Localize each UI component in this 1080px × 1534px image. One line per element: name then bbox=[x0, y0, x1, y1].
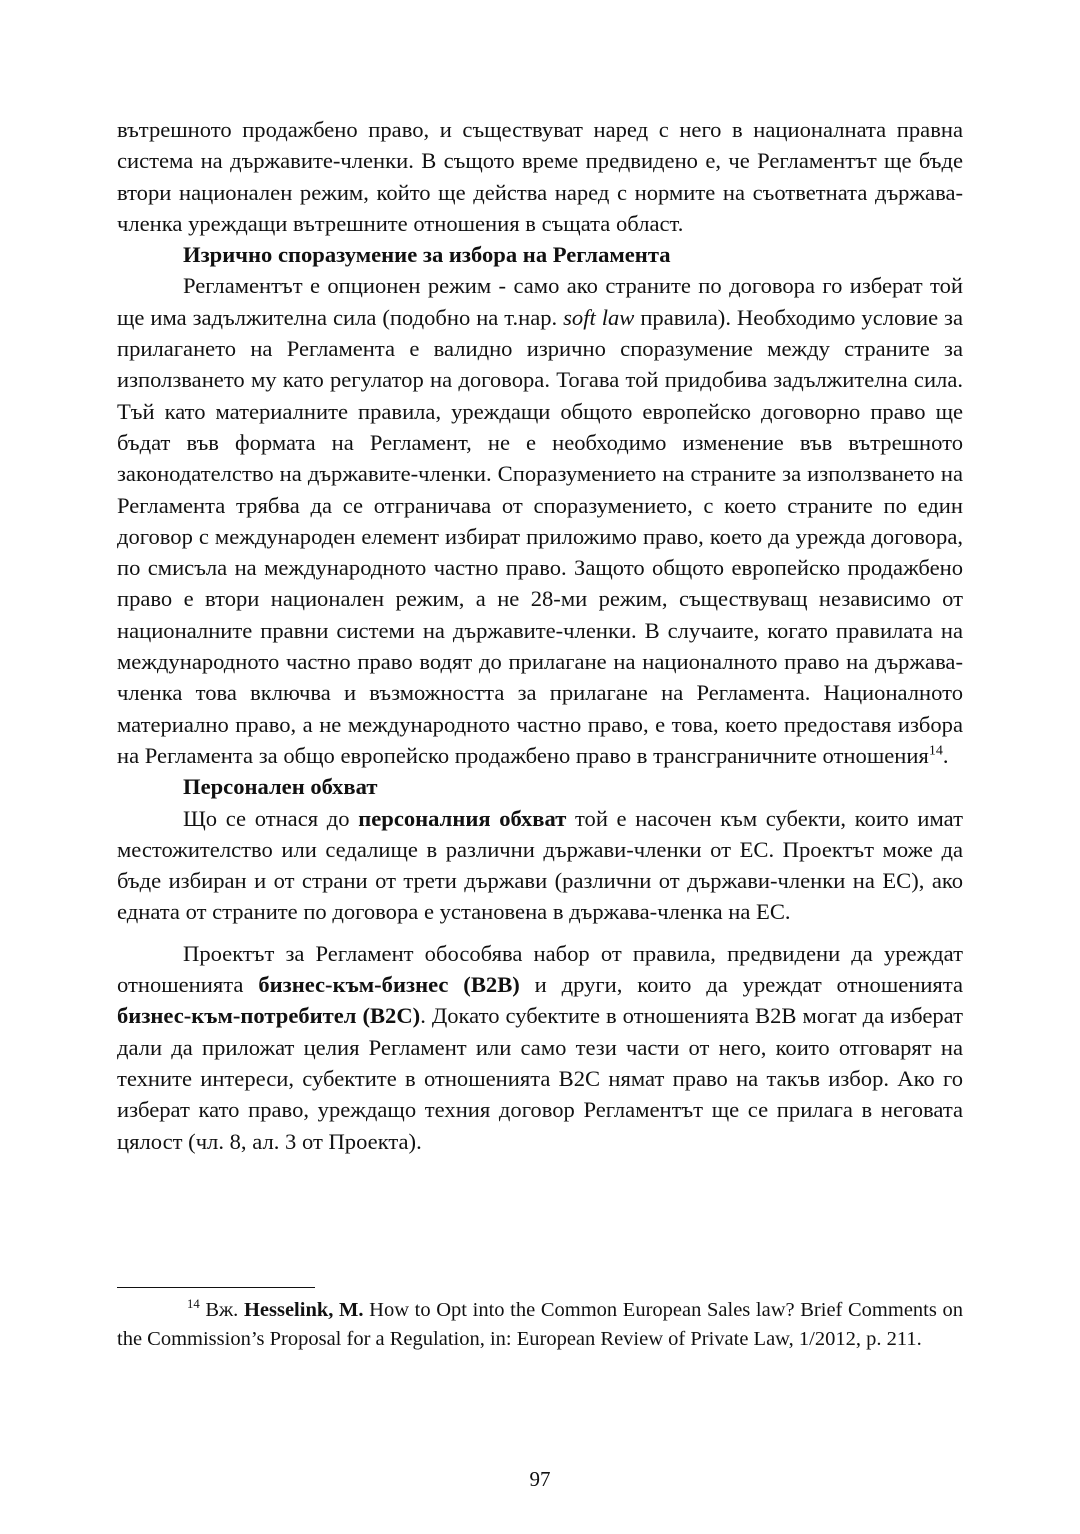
footnote-author: Hesselink, M. bbox=[243, 1299, 364, 1321]
bold-term-b2b: бизнес-към-бизнес (B2B) bbox=[258, 972, 520, 998]
bold-term-b2c: бизнес-към-потребител (B2C) bbox=[117, 1003, 421, 1029]
page-number: 97 bbox=[529, 1467, 551, 1491]
section-heading-explicit-agreement: Изрично споразумение за избора на Регламента bbox=[183, 242, 671, 268]
bold-term: персоналния обхват bbox=[358, 805, 567, 831]
main-text bbox=[117, 114, 963, 1157]
section-heading-personal-scope: Персонален обхват bbox=[183, 774, 378, 800]
paragraph-optional-regime: Регламентът е опционен режим - само ако страните по договора го изберат той ще има задължителна сила (подобно на т.нар. soft law правила). Необходимо условие за прилагането на Регламента е валидно изрично споразумение между страните за използването му като регулатор на договора. Тогава той придобива задължителна сила. Тъй като материалните правила, уреждащи общото европейско договорно право ще бъдат във формата на Регламент, не е необходимо изменение във вътрешното законодателство на държавите-членки. Споразумението на страните за използването на Регламента трябва да се отграничава от споразумението, с което страните по един договор с международен елемент избират приложимо право, което да урежда договора, по смисъла на международното частно право. Защото общото европейско продажбено право е втори национален режим, а не 28-ми режим, съществуващ независимо от националните правни системи на държавите-членки. В случаите, когато правилата на международното частно право водят до прилагане на националното право на държава-членка това включва и възможността за прилагане на Регламента. Националното материално право, а не международното частно право, е това, което предоставя избора на Регламента за общо европейско продажбено право в трансграничните отношения$^{14}$. bbox=[117, 273, 964, 768]
paragraph-continuation: вътрешното продажбено право, и съществуват наред с него в националната правна система на държавите-членки. В същото време предвидено е, че Регламентът ще бъде втори национален режим, който ще действа наред с нормите на съответната държава-членка уреждащи вътрешните отношения в същата област. bbox=[117, 117, 963, 236]
footnote: $^{14}$ Вж. Hesselink, M. How to Opt into the Common European Sales law? Brief Comments on the Commission’s Proposal for a Regulation, in: European Review of Private Law, 1/2012, p. 211. bbox=[117, 1297, 963, 1350]
footnote-reference[interactable]: 14 bbox=[928, 743, 943, 759]
italic-term: soft law bbox=[563, 304, 635, 330]
footnote-separator bbox=[117, 1287, 315, 1288]
footnote-number: 14 bbox=[187, 1297, 200, 1312]
paragraph-personal-scope: Що се отнася до персоналния обхват той е насочен към субекти, които имат местожителство или седалище в различни държави-членки от ЕС. Проектът може да бъде избиран и от страни от трети държави (различни от държави-членки на ЕС), ако едната от страните по договора е установена в държава-членка на ЕС. bbox=[117, 805, 963, 925]
paragraph-b2b-b2c: Проектът за Регламент обособява набор от правила, предвидени да уреждат отношенията бизнес-към-бизнес (B2B) и други, които да уреждат отношенията бизнес-към-потребител (B2C). Докато субектите в отношенията B2B могат да изберат дали да приложат целия Регламент или само тези части от него, които отговарят на техните интереси, субектите в отношенията B2C нямат право на такъв избор. Ако го изберат като право, уреждащо техния договор Регламентът ще се прилага в неговата цялост (чл. 8, ал. 3 от Проекта). bbox=[117, 940, 963, 1154]
